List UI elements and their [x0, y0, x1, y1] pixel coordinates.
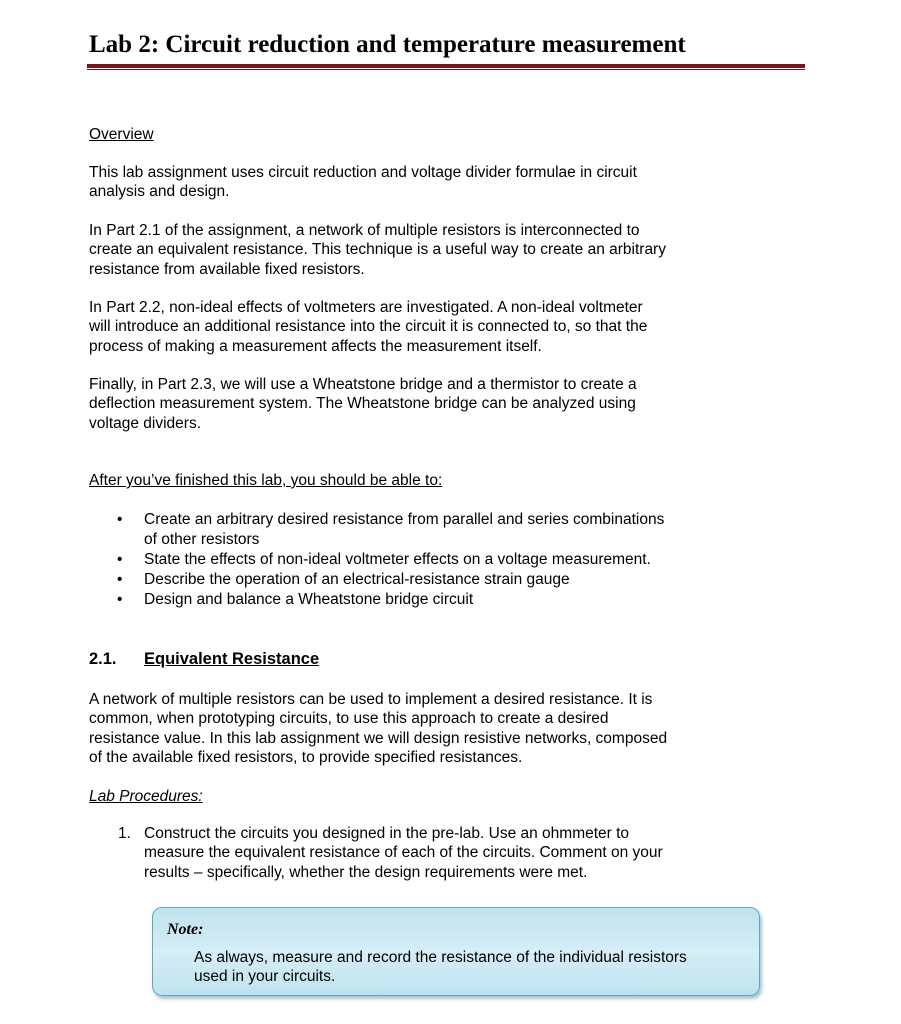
list-item-text: State the effects of non-ideal voltmeter effects on a voltage measurement.	[144, 551, 651, 568]
bullet-icon: •	[117, 511, 123, 528]
section-title: Equivalent Resistance	[144, 650, 320, 668]
title-rule-thin	[87, 69, 805, 70]
bullet-icon: •	[117, 591, 123, 608]
list-item-text: Design and balance a Wheatstone bridge circuit	[144, 591, 474, 608]
overview-paragraph-4: Finally, in Part 2.3, we will use a Wheatstone bridge and a thermistor to create a deflection measurement system. The Wheatstone bridge can be analyzed using voltage dividers.	[89, 376, 637, 432]
note-box	[152, 907, 760, 996]
note-text: As always, measure and record the resistance of the individual resistors used in your circuits.	[194, 949, 687, 986]
list-item-text: Create an arbitrary desired resistance from parallel and series combinations of other resistors	[144, 511, 665, 548]
list-item-text: Describe the operation of an electrical-resistance strain gauge	[144, 571, 570, 588]
procedure-text: Construct the circuits you designed in the pre-lab. Use an ohmmeter to measure the equivalent resistance of each of the circuits. Comment on your results – specifically, whether the design requirements were met.	[144, 825, 663, 881]
title-rule-thick	[87, 64, 805, 68]
overview-paragraph-2: In Part 2.1 of the assignment, a network of multiple resistors is interconnected to create an equivalent resistance. This technique is a useful way to create an arbitrary resistance from available fixed resistors.	[89, 222, 666, 278]
note-label: Note:	[167, 921, 204, 938]
document-title: Lab 2: Circuit reduction and temperature measurement	[89, 31, 686, 58]
overview-heading: Overview	[89, 126, 154, 143]
list-item	[89, 550, 729, 570]
list-item	[89, 570, 729, 590]
overview-paragraph-1: This lab assignment uses circuit reduction and voltage divider formulae in circuit analysis and design.	[89, 164, 637, 201]
objectives-list	[89, 510, 729, 610]
section-paragraph: A network of multiple resistors can be used to implement a desired resistance. It is common, when prototyping circuits, to use this approach to create a desired resistance value. In this lab assignment we will design resistive networks, composed of the available fixed resistors, to provide specified resistances.	[89, 691, 668, 766]
bullet-icon: •	[117, 551, 123, 568]
bullet-icon: •	[117, 571, 123, 588]
procedures-heading: Lab Procedures:	[89, 788, 203, 805]
overview-paragraph-3: In Part 2.2, non-ideal effects of voltmeters are investigated. A non-ideal voltmeter will introduce an additional resistance into the circuit it is connected to, so that the process of making a measurement affects the measurement itself.	[89, 299, 648, 355]
procedure-number: 1.	[118, 825, 131, 842]
objectives-heading: After you’ve finished this lab, you should be able to:	[89, 472, 443, 489]
list-item	[89, 590, 729, 610]
section-number: 2.1.	[89, 650, 117, 668]
list-item	[89, 510, 729, 550]
